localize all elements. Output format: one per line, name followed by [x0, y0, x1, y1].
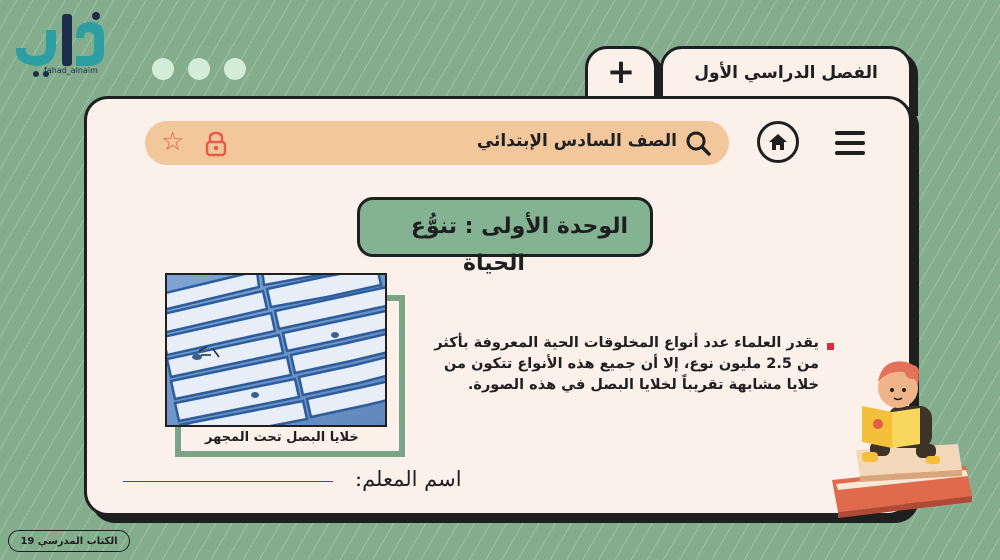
unit-title-box: [357, 197, 653, 257]
decorative-dots: [152, 58, 246, 80]
teacher-label: اسم المعلم:: [355, 467, 462, 491]
plus-icon: +: [606, 52, 636, 92]
onion-cells-picture: [167, 275, 385, 425]
body-paragraph: يقدر العلماء عدد أنواع المخلوقات الحية المعروفة بأكثر من 2.5 مليون نوع، إلا أن جميع هذه الأنواع تتكون من خلايا مشابهة تقريباً لخلايا البصل في هذه الصورة.: [434, 335, 819, 393]
lock-icon[interactable]: [205, 131, 227, 157]
search-bar[interactable]: [145, 121, 729, 165]
dot: [224, 58, 246, 80]
brand-logo-text: fahad_alnaim: [44, 66, 98, 75]
star-icon[interactable]: ☆: [161, 127, 185, 157]
bullet-marker: [827, 343, 834, 350]
page-number-badge: الكتاب المدرسي 19: [8, 530, 130, 552]
onion-cells-image: [165, 273, 387, 427]
unit-title-line1: الوحدة الأولى : تنوُّع: [410, 214, 628, 239]
dot: [152, 58, 174, 80]
home-icon: [768, 132, 788, 152]
menu-icon[interactable]: [835, 131, 865, 161]
add-tab-button[interactable]: [585, 46, 657, 102]
image-caption: خلايا البصل تحت المجهر: [205, 430, 359, 445]
tab-term-label: الفصل الدراسي الأول: [694, 63, 878, 83]
teacher-name-line[interactable]: [123, 481, 333, 482]
search-icon[interactable]: [685, 130, 711, 156]
dot: [188, 58, 210, 80]
main-panel: [84, 96, 912, 516]
reading-character-illustration: [826, 352, 976, 522]
home-button[interactable]: [757, 121, 799, 163]
search-label: الصف السادس الإبتدائي: [476, 131, 677, 151]
unit-title-line2: الحياة: [463, 251, 525, 276]
